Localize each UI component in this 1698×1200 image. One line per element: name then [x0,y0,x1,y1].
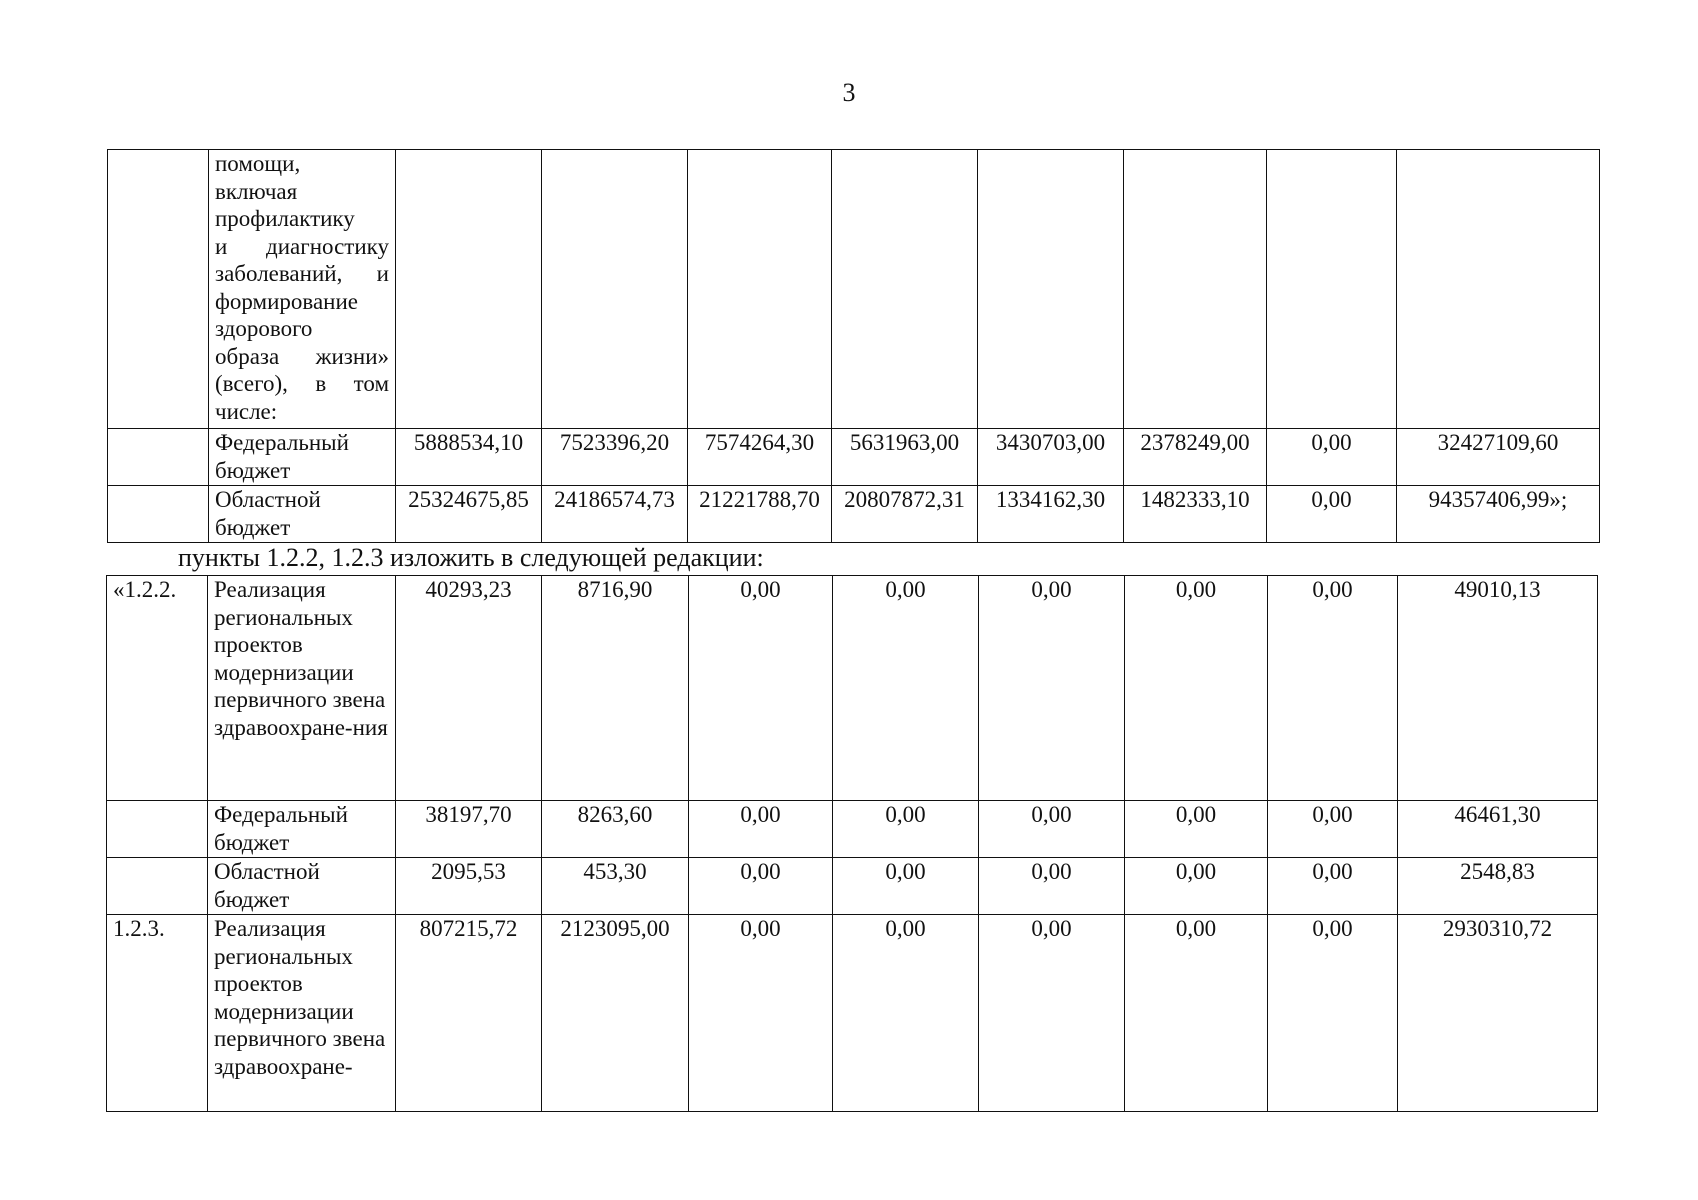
value-cell: 0,00 [979,915,1125,1112]
value-cell: 0,00 [689,576,833,801]
value-cell: 3430703,00 [978,429,1124,486]
description-cell: Федеральный бюджет [208,801,396,858]
value-cell: 0,00 [689,915,833,1112]
code-cell: «1.2.2. [107,576,208,801]
value-cell: 1482333,10 [1124,486,1267,543]
value-cell: 0,00 [1267,486,1397,543]
code-cell [107,801,208,858]
total-cell: 2930310,72 [1398,915,1598,1112]
table-row [107,858,1598,915]
description-cell: Реализация региональных проектов модернизации первичного звена здравоохране- [208,915,396,1112]
value-cell: 0,00 [979,858,1125,915]
description-cell: Областной бюджет [209,486,396,543]
value-cell: 0,00 [1267,429,1397,486]
total-cell: 94357406,99»; [1397,486,1600,543]
description-line: здорового [215,316,313,341]
page-number: 3 [842,78,856,107]
value-cell: 0,00 [979,801,1125,858]
budget-table-amended [106,575,1598,1112]
value-cell: 2378249,00 [1124,429,1267,486]
value-cell: 0,00 [1268,915,1398,1112]
value-cell: 38197,70 [396,801,542,858]
value-cell: 20807872,31 [832,486,978,543]
value-cell: 0,00 [833,576,979,801]
value-cell: 7523396,20 [542,429,688,486]
description-line: заболеваний, и [215,261,389,286]
table-row [107,576,1598,801]
amendment-instruction: пункты 1.2.2, 1.2.3 изложить в следующей редакции: [178,543,764,572]
table-row [108,150,1600,429]
code-cell: 1.2.3. [107,915,208,1112]
description-line: профилактику [215,206,355,231]
value-cell: 0,00 [689,858,833,915]
value-cell: 0,00 [979,576,1125,801]
table-row [107,801,1598,858]
description-line: числе: [215,398,278,424]
total-cell: 46461,30 [1398,801,1598,858]
total-cell: 49010,13 [1398,576,1598,801]
value-cell: 0,00 [1125,915,1268,1112]
value-cell: 0,00 [833,915,979,1112]
value-cell: 21221788,70 [688,486,832,543]
code-cell [108,429,209,486]
code-cell [107,858,208,915]
value-cell: 807215,72 [396,915,542,1112]
value-cell: 2095,53 [396,858,542,915]
value-cell: 25324675,85 [396,486,542,543]
description-cell: Реализация региональных проектов модернизации первичного звена здравоохране-ния [208,576,396,801]
value-cell: 0,00 [1125,858,1268,915]
value-cell: 0,00 [1125,576,1268,801]
value-cell: 5888534,10 [396,429,542,486]
value-cell: 0,00 [1268,801,1398,858]
description-line: формирование [215,288,359,314]
value-cell: 1334162,30 [978,486,1124,543]
description-line: (всего), в том [215,371,389,396]
value-cell: 2123095,00 [542,915,689,1112]
total-cell: 32427109,60 [1397,429,1600,486]
value-cell: 24186574,73 [542,486,688,543]
value-cell: 0,00 [833,801,979,858]
value-cell: 5631963,00 [832,429,978,486]
value-cell: 0,00 [689,801,833,858]
total-cell: 2548,83 [1398,858,1598,915]
table-row [107,915,1598,1112]
table-row [108,429,1600,486]
table-row [108,486,1600,543]
value-cell: 7574264,30 [688,429,832,486]
value-cell: 8716,90 [542,576,689,801]
value-cell: 0,00 [1268,576,1398,801]
budget-table-continuation [107,149,1600,543]
code-cell [108,150,209,429]
code-cell [108,486,209,543]
description-cell: Областной бюджет [208,858,396,915]
description-line: и диагностику [215,233,389,259]
value-cell: 0,00 [833,858,979,915]
description-cell: Федеральный бюджет [209,429,396,486]
value-cell: 453,30 [542,858,689,915]
value-cell: 40293,23 [396,576,542,801]
description-cell [209,150,396,429]
description-line: помощи, [215,151,301,176]
value-cell: 0,00 [1125,801,1268,858]
value-cell: 0,00 [1268,858,1398,915]
value-cell: 8263,60 [542,801,689,858]
description-line: образа жизни» [215,343,389,369]
description-line: включая [215,178,298,204]
